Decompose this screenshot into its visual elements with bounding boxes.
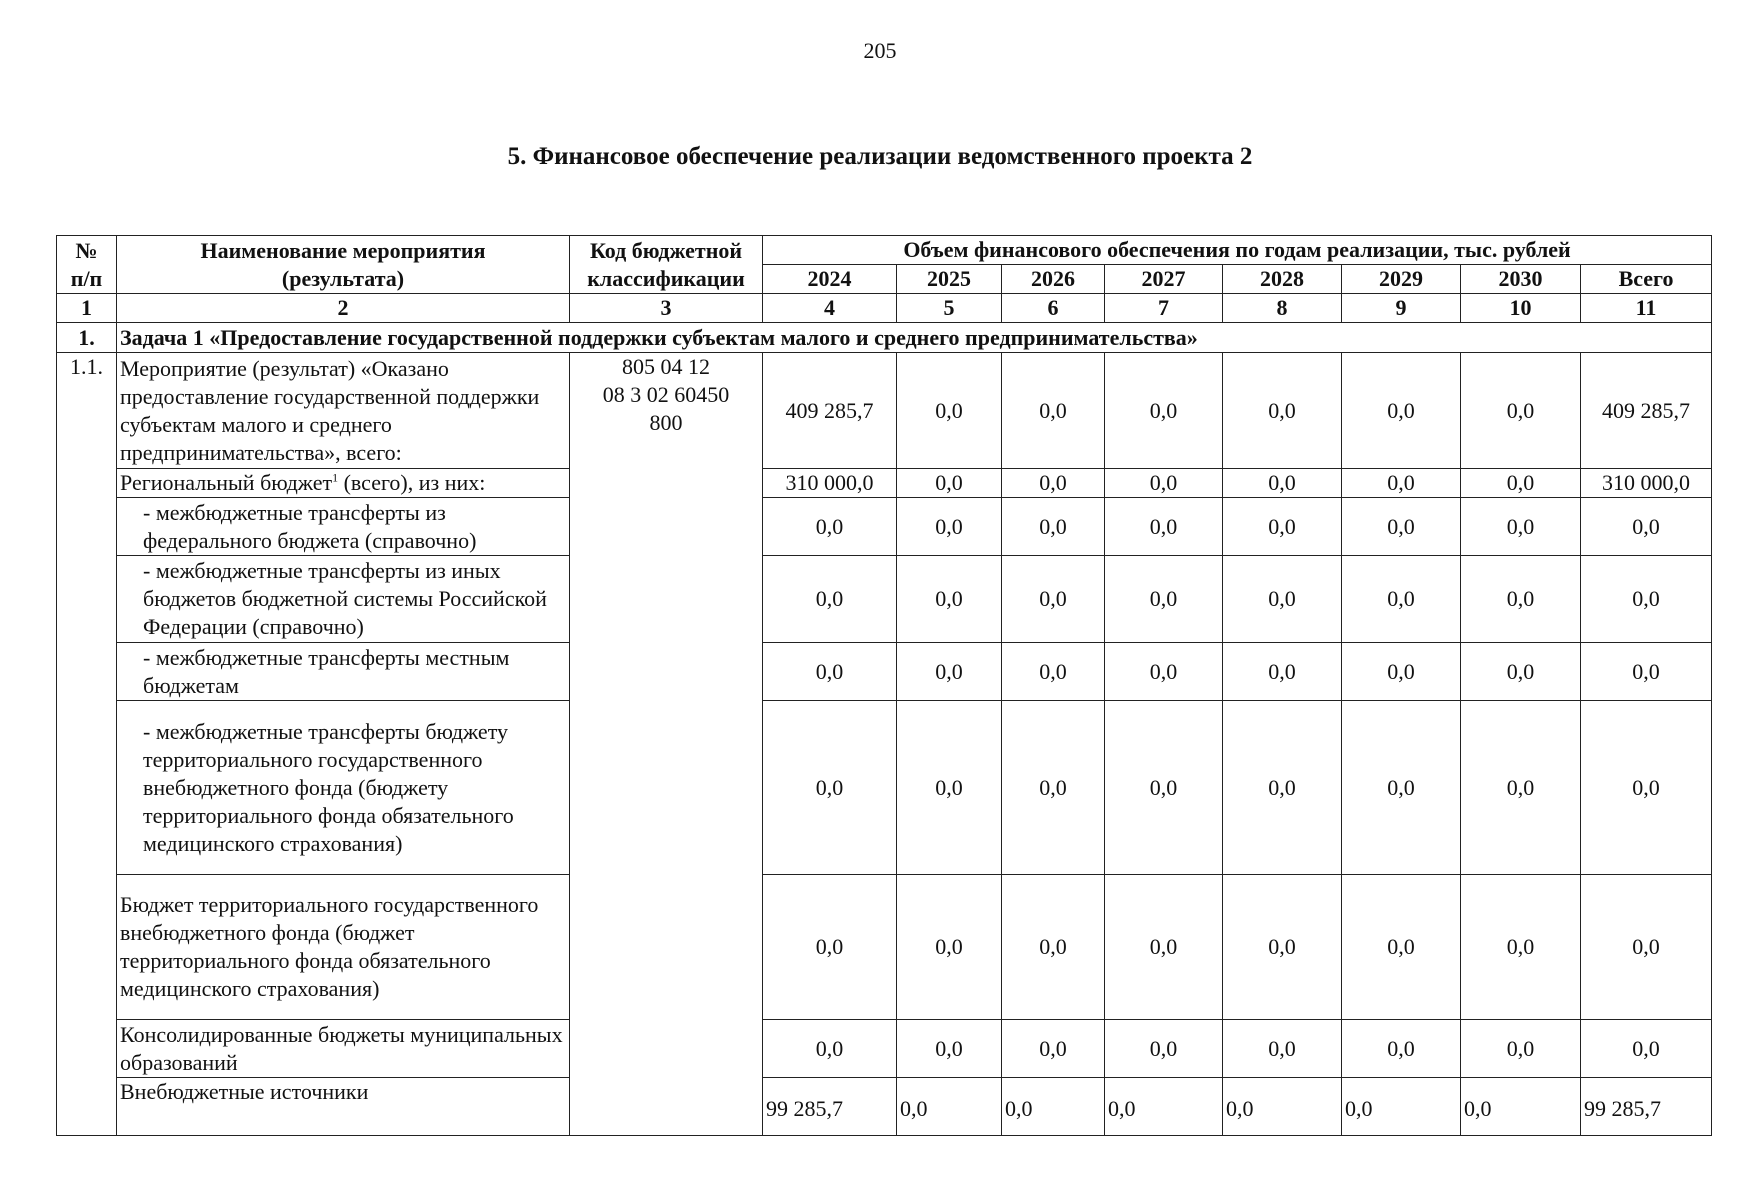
value-cell: 0,0 bbox=[1342, 353, 1461, 469]
value-cell: 0,0 bbox=[897, 353, 1002, 469]
value-cell: 0,0 bbox=[1105, 1020, 1223, 1078]
value-cell: 0,0 bbox=[1223, 875, 1342, 1020]
budget-code-line: 800 bbox=[649, 410, 683, 435]
value-cell: 0,0 bbox=[1002, 1020, 1105, 1078]
value-cell: 0,0 bbox=[1461, 469, 1581, 498]
task-title: Задача 1 «Предоставление государственной поддержки субъектам малого и среднего предпринимательства» bbox=[117, 323, 1712, 353]
value-cell: 0,0 bbox=[897, 643, 1002, 701]
row-name-text: Региональный бюджет bbox=[120, 470, 333, 495]
row-name: Бюджет территориального государственного внебюджетного фонда (бюджет территориального фонда обязательного медицинского страхования) bbox=[117, 875, 570, 1020]
column-number: 5 bbox=[897, 294, 1002, 323]
value-cell: 0,0 bbox=[1581, 1020, 1712, 1078]
value-cell: 0,0 bbox=[1342, 469, 1461, 498]
value-cell: 409 285,7 bbox=[1581, 353, 1712, 469]
header-name bbox=[117, 236, 570, 294]
value-cell: 310 000,0 bbox=[763, 469, 897, 498]
value-cell: 310 000,0 bbox=[1581, 469, 1712, 498]
table-row bbox=[57, 875, 1712, 1020]
row-name: Консолидированные бюджеты муниципальных образований bbox=[117, 1020, 570, 1078]
value-cell: 0,0 bbox=[1002, 701, 1105, 875]
header-year: 2025 bbox=[897, 265, 1002, 294]
value-cell: 0,0 bbox=[1002, 643, 1105, 701]
column-number: 7 bbox=[1105, 294, 1223, 323]
value-cell: 0,0 bbox=[1223, 643, 1342, 701]
value-cell: 0,0 bbox=[1223, 1020, 1342, 1078]
header-year: 2024 bbox=[763, 265, 897, 294]
header-code-line1: Код бюджетной bbox=[589, 237, 743, 263]
task-row bbox=[57, 323, 1712, 353]
value-cell: 0,0 bbox=[897, 1078, 1002, 1136]
value-cell: 0,0 bbox=[1342, 875, 1461, 1020]
value-cell: 0,0 bbox=[1581, 701, 1712, 875]
table-row bbox=[57, 498, 1712, 556]
value-cell: 0,0 bbox=[1105, 353, 1223, 469]
value-cell: 0,0 bbox=[897, 556, 1002, 643]
header-code bbox=[570, 236, 763, 294]
value-cell: 99 285,7 bbox=[1581, 1078, 1712, 1136]
column-number: 3 bbox=[570, 294, 763, 323]
table-row bbox=[57, 556, 1712, 643]
value-cell: 0,0 bbox=[897, 875, 1002, 1020]
header-year: 2029 bbox=[1342, 265, 1461, 294]
header-year: 2026 bbox=[1002, 265, 1105, 294]
value-cell: 0,0 bbox=[1223, 469, 1342, 498]
value-cell: 0,0 bbox=[897, 469, 1002, 498]
column-number: 1 bbox=[57, 294, 117, 323]
budget-code bbox=[570, 353, 763, 1136]
footnote-marker: 1 bbox=[332, 470, 339, 485]
value-cell: 0,0 bbox=[1342, 643, 1461, 701]
budget-code-line: 08 3 02 60450 bbox=[602, 382, 730, 407]
value-cell: 0,0 bbox=[1461, 1020, 1581, 1078]
value-cell: 0,0 bbox=[1581, 556, 1712, 643]
column-number: 4 bbox=[763, 294, 897, 323]
value-cell: 0,0 bbox=[1461, 875, 1581, 1020]
column-number: 2 bbox=[117, 294, 570, 323]
table-row bbox=[57, 1078, 1712, 1136]
row-name: - межбюджетные трансферты бюджету территориального государственного внебюджетного фонда (бюджету территориального фонда обязательного медицинского страхования) bbox=[117, 701, 570, 875]
value-cell: 0,0 bbox=[1461, 643, 1581, 701]
value-cell: 0,0 bbox=[763, 643, 897, 701]
value-cell: 0,0 bbox=[1342, 701, 1461, 875]
value-cell: 0,0 bbox=[1002, 498, 1105, 556]
document-title: 5. Финансовое обеспечение реализации ведомственного проекта 2 bbox=[507, 143, 1253, 170]
value-cell: 0,0 bbox=[1223, 556, 1342, 643]
value-cell: 0,0 bbox=[1105, 701, 1223, 875]
value-cell: 0,0 bbox=[1002, 353, 1105, 469]
value-cell: 0,0 bbox=[763, 498, 897, 556]
value-cell: 0,0 bbox=[1461, 556, 1581, 643]
header-year: 2028 bbox=[1223, 265, 1342, 294]
value-cell: 0,0 bbox=[897, 1020, 1002, 1078]
column-number: 10 bbox=[1461, 294, 1581, 323]
value-cell: 0,0 bbox=[763, 701, 897, 875]
value-cell: 0,0 bbox=[1342, 1078, 1461, 1136]
row-name: Внебюджетные источники bbox=[117, 1078, 570, 1136]
value-cell: 0,0 bbox=[897, 701, 1002, 875]
value-cell: 0,0 bbox=[1581, 498, 1712, 556]
value-cell: 0,0 bbox=[1002, 1078, 1105, 1136]
value-cell: 0,0 bbox=[1461, 1078, 1581, 1136]
value-cell: 0,0 bbox=[1002, 875, 1105, 1020]
header-num bbox=[57, 236, 117, 294]
table-row bbox=[57, 353, 1712, 469]
table-row bbox=[57, 701, 1712, 875]
header-total: Всего bbox=[1581, 265, 1712, 294]
value-cell: 0,0 bbox=[897, 498, 1002, 556]
row-name: - межбюджетные трансферты местным бюджетам bbox=[117, 643, 570, 701]
row-name: - межбюджетные трансферты из иных бюджетов бюджетной системы Российской Федерации (справочно) bbox=[117, 556, 570, 643]
value-cell: 409 285,7 bbox=[763, 353, 897, 469]
value-cell: 0,0 bbox=[1002, 556, 1105, 643]
header-num-line1: № bbox=[75, 237, 98, 263]
task-number: 1. bbox=[57, 323, 117, 353]
column-number: 6 bbox=[1002, 294, 1105, 323]
value-cell: 0,0 bbox=[763, 1020, 897, 1078]
value-cell: 0,0 bbox=[763, 556, 897, 643]
page-number: 205 bbox=[863, 38, 897, 63]
header-num-line2: п/п bbox=[70, 265, 103, 291]
table-row bbox=[57, 469, 1712, 498]
value-cell: 99 285,7 bbox=[763, 1078, 897, 1136]
value-cell: 0,0 bbox=[1461, 498, 1581, 556]
column-numbers-row bbox=[57, 294, 1712, 323]
budget-code-line: 805 04 12 bbox=[622, 354, 710, 379]
value-cell: 0,0 bbox=[1105, 643, 1223, 701]
row-name: Мероприятие (результат) «Оказано предоставление государственной поддержки субъектам малого и среднего предпринимательства», всего: bbox=[117, 353, 570, 469]
value-cell: 0,0 bbox=[1342, 498, 1461, 556]
value-cell: 0,0 bbox=[1105, 469, 1223, 498]
row-name bbox=[117, 469, 570, 498]
value-cell: 0,0 bbox=[1342, 556, 1461, 643]
item-number: 1.1. bbox=[57, 353, 117, 1136]
column-number: 8 bbox=[1223, 294, 1342, 323]
value-cell: 0,0 bbox=[1581, 875, 1712, 1020]
value-cell: 0,0 bbox=[1461, 701, 1581, 875]
value-cell: 0,0 bbox=[1002, 469, 1105, 498]
value-cell: 0,0 bbox=[1105, 1078, 1223, 1136]
row-name-suffix: (всего), из них: bbox=[338, 470, 486, 495]
header-name-line2: (результата) bbox=[281, 265, 405, 291]
table-row bbox=[57, 643, 1712, 701]
value-cell: 0,0 bbox=[763, 875, 897, 1020]
value-cell: 0,0 bbox=[1223, 701, 1342, 875]
header-code-line2: классификации bbox=[587, 265, 745, 291]
value-cell: 0,0 bbox=[1461, 353, 1581, 469]
header-name-line1: Наименование мероприятия bbox=[200, 237, 486, 263]
value-cell: 0,0 bbox=[1223, 498, 1342, 556]
value-cell: 0,0 bbox=[1223, 353, 1342, 469]
value-cell: 0,0 bbox=[1105, 498, 1223, 556]
row-name: - межбюджетные трансферты из федерального бюджета (справочно) bbox=[117, 498, 570, 556]
column-number: 11 bbox=[1581, 294, 1712, 323]
column-number: 9 bbox=[1342, 294, 1461, 323]
header-volume: Объем финансового обеспечения по годам реализации, тыс. рублей bbox=[763, 236, 1712, 265]
header-year: 2030 bbox=[1461, 265, 1581, 294]
value-cell: 0,0 bbox=[1223, 1078, 1342, 1136]
value-cell: 0,0 bbox=[1105, 875, 1223, 1020]
value-cell: 0,0 bbox=[1105, 556, 1223, 643]
value-cell: 0,0 bbox=[1581, 643, 1712, 701]
table-row bbox=[57, 1020, 1712, 1078]
header-year: 2027 bbox=[1105, 265, 1223, 294]
financing-table bbox=[56, 235, 1712, 1136]
value-cell: 0,0 bbox=[1342, 1020, 1461, 1078]
